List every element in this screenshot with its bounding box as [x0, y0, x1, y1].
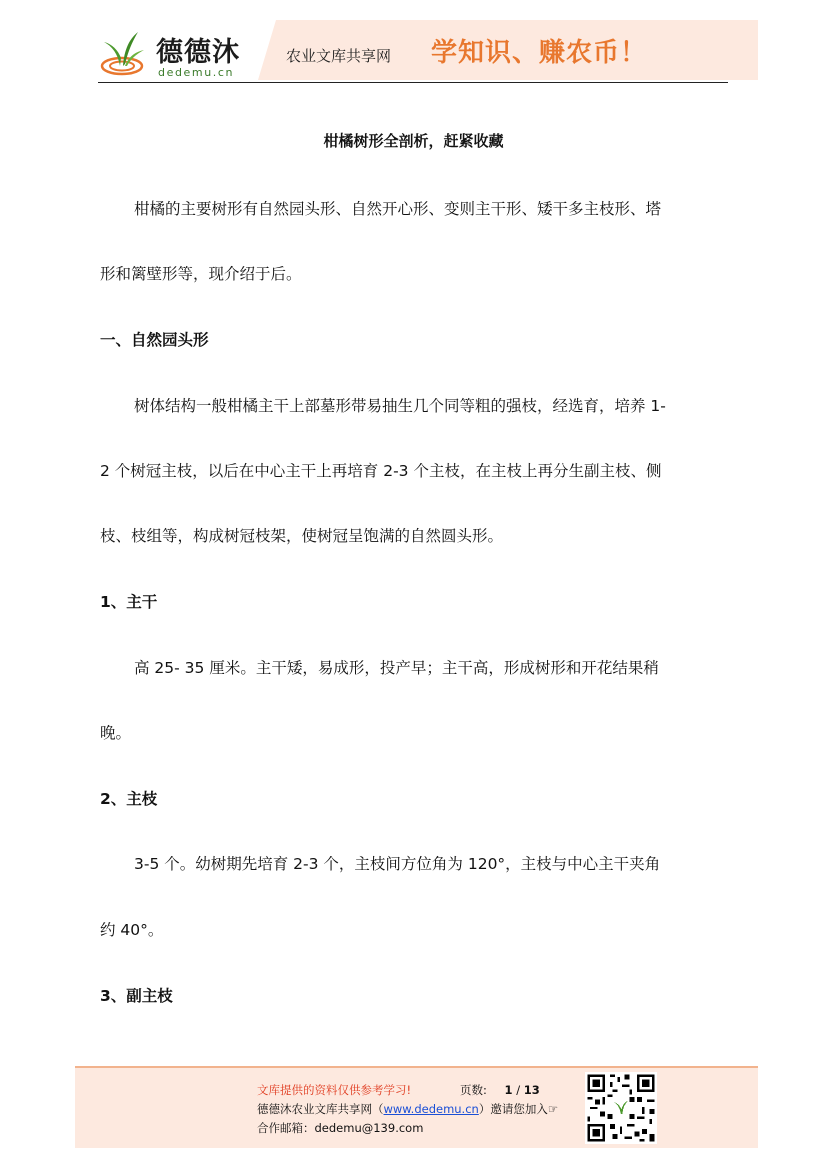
subsection-1-line-1: 高 25- 35 厘米。主干矮，易成形，投产早；主干高，形成树形和开花结果稍 [134, 659, 659, 677]
page-separator: / [516, 1083, 521, 1097]
intro-line-2: 形和篱壁形等，现介绍于后。 [100, 265, 302, 283]
logo-text: 德德沐 [156, 37, 240, 68]
leaf-logo-icon [98, 26, 150, 78]
section-1-line-2: 2 个树冠主枝，以后在中心主干上再培育 2-3 个主枝，在主枝上再分生副主枝、侧 [100, 462, 662, 480]
subsection-3-heading: 3、副主枝 [100, 987, 173, 1005]
page-current: 1 [504, 1083, 513, 1097]
subsection-1-heading: 1、主干 [100, 593, 158, 611]
footer-site-link[interactable]: www.dedemu.cn [383, 1102, 479, 1116]
page-counter [460, 1082, 540, 1098]
document-title: 柑橘树形全剖析，赶紧收藏 [323, 132, 504, 150]
subsection-2-line-1: 3-5 个。幼树期先培育 2-3 个，主枝间方位角为 120°，主枝与中心主干夹角 [134, 855, 661, 873]
section-1-heading: 一、自然园头形 [100, 331, 209, 349]
page-footer [75, 1066, 758, 1148]
logo-url: dedemu.cn [158, 66, 235, 79]
header-slogan: 学知识、赚农币！ [431, 38, 648, 68]
qr-code-icon [585, 1072, 657, 1144]
footer-invite-prefix: 德德沐农业文库共享网（ [257, 1102, 384, 1116]
header-divider [98, 82, 728, 83]
page-label: 页数: [460, 1083, 487, 1097]
footer-invite-line [257, 1101, 558, 1117]
footer-email: 合作邮箱：dedemu@139.com [257, 1121, 424, 1135]
footer-disclaimer: 文库提供的资料仅供参考学习! [257, 1083, 412, 1097]
site-name: 农业文库共享网 [286, 47, 392, 65]
footer-invite-suffix: ）邀请您加入☞ [478, 1102, 559, 1116]
subsection-2-line-2: 约 40°。 [100, 921, 164, 939]
subsection-2-heading: 2、主枝 [100, 790, 158, 808]
subsection-1-line-2: 晚。 [100, 724, 132, 742]
page-total: 13 [523, 1083, 540, 1097]
site-logo[interactable] [98, 26, 268, 82]
intro-line-1: 柑橘的主要树形有自然园头形、自然开心形、变则主干形、矮干多主枝形、塔 [134, 200, 662, 218]
section-1-line-3: 枝、枝组等，构成树冠枝架，使树冠呈饱满的自然圆头形。 [100, 527, 504, 545]
page-header [98, 18, 758, 86]
section-1-line-1: 树体结构一般柑橘主干上部墓形带易抽生几个同等粗的强枝，经选育，培养 1- [134, 397, 666, 415]
